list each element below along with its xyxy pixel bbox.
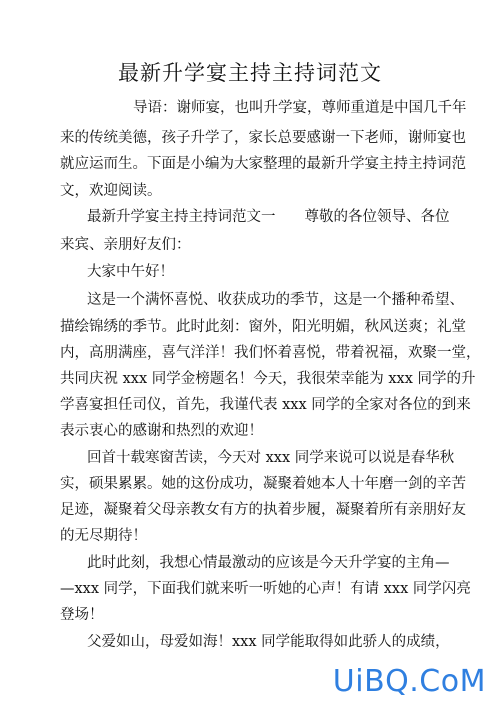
- text-line-21: 父爱如山，母爱如海！xxx 同学能取得如此骄人的成绩，: [87, 634, 450, 650]
- text-line-17: 的无尽期待！: [60, 528, 147, 544]
- document-title: 最新升学宴主持主持词范文: [118, 61, 382, 85]
- text-line-15: 实，硕果累累。她的这份成功，凝聚着她本人十年磨一剑的辛苦: [60, 476, 466, 492]
- text-line-7: 大家中午好！: [87, 264, 174, 280]
- text-line-3: 就应运而生。下面是小编为大家整理的最新升学宴主持主持词范: [60, 156, 466, 172]
- text-line-8: 这是一个满怀喜悦、收获成功的季节，这是一个播种希望、: [87, 292, 464, 308]
- text-line-9: 描绘锦绣的季节。此时此刻：窗外，阳光明媚，秋风送爽；礼堂: [60, 319, 466, 335]
- text-line-14: 回首十载寒窗苦读，今天对 xxx 同学来说可以说是春华秋: [87, 450, 455, 466]
- text-line-19: —xxx 同学，下面我们就来听一听她的心声！有请 xxx 同学闪亮: [60, 581, 471, 597]
- text-line-1: 导语：谢师宴，也叫升学宴，尊师重道是中国几千年: [133, 100, 467, 116]
- text-line-12: 学喜宴担任司仪，首先，我谨代表 xxx 同学的全家对各位的到来: [60, 397, 471, 413]
- text-line-2: 来的传统美德，孩子升学了，家长总要感谢一下老师，谢师宴也: [60, 130, 466, 146]
- text-line-13: 表示衷心的感谢和热烈的欢迎！: [60, 423, 263, 439]
- text-line-10: 内，高朋满座，喜气洋洋！我们怀着喜悦，带着祝福，欢聚一堂，: [60, 345, 481, 361]
- site-watermark: UiBQ.CoM: [332, 664, 486, 699]
- text-line-11: 共同庆祝 xxx 同学金榜题名！今天，我很荣幸能为 xxx 同学的升: [60, 371, 476, 387]
- text-line-5: 最新升学宴主持主持词范文一 尊敬的各位领导、各位: [87, 209, 450, 225]
- text-line-6: 来宾、亲朋好友们：: [60, 237, 191, 253]
- text-line-16: 足迹，凝聚着父母亲教女有方的执着步履，凝聚着所有亲朋好友: [60, 502, 466, 518]
- text-line-18: 此时此刻，我想心情最激动的应该是今天升学宴的主角—: [87, 555, 450, 571]
- text-line-20: 登场！: [60, 607, 104, 623]
- text-line-4: 文，欢迎阅读。: [60, 183, 162, 199]
